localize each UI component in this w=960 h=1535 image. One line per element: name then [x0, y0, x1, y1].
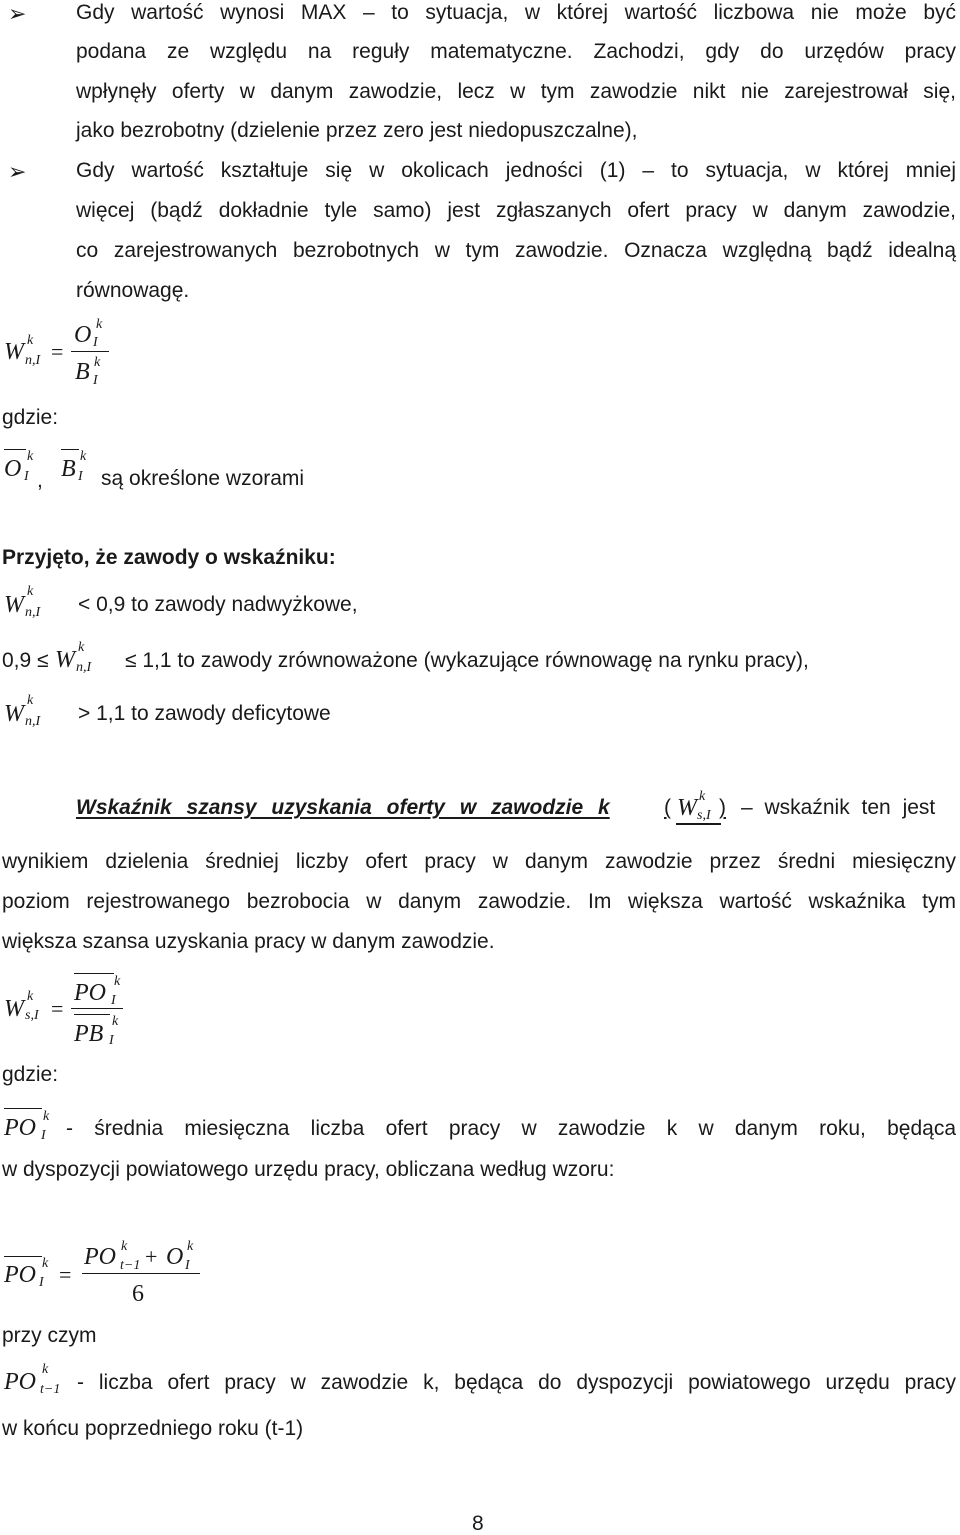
bullet-arrow-icon: ➢ — [8, 1, 27, 26]
bullet-1-line-2: podana ze względu na reguły matematyczne. Zachodzi, gdy do urzędów pracy — [76, 40, 956, 63]
gdzie-label: gdzie: — [2, 1063, 59, 1086]
bullet-2-line-4: równowagę. — [76, 279, 190, 302]
bullet-2-line-3: co zarejestrowanych bezrobotnych w tym zawodzie. Oznacza względną bądź idealną — [76, 239, 956, 262]
wskaznik-line-2: poziom rejestrowanego bezrobocia w danym zawodzie. Im większa wartość wskaźnika tym — [2, 890, 956, 913]
wskaznik-line-3: większa szansa uzyskania pracy w danym zawodzie. — [2, 930, 495, 953]
gdzie-label: gdzie: — [2, 406, 59, 429]
bullet-arrow-icon: ➢ — [8, 159, 27, 184]
wskaznik-line-1: wynikiem dzielenia średniej liczby ofert pracy w danym zawodzie przez średni miesięczny — [2, 850, 956, 873]
przyjeto-heading: Przyjęto, że zawody o wskaźniku: — [2, 546, 336, 569]
bullet-1-line-3: wpłynęły oferty w danym zawodzie, lecz w tym zawodzie nikt nie zarejestrował się, — [76, 80, 956, 103]
przy-czym-label: przy czym — [2, 1324, 97, 1347]
page-number: 8 — [472, 1512, 484, 1535]
bullet-2-line-1: Gdy wartość kształtuje się w okolicach jedności (1) – to sytuacja, w której mniej — [76, 159, 956, 182]
bullet-1-line-4: jako bezrobotny (dzielenie przez zero jest niedopuszczalne), — [76, 119, 638, 142]
bullet-2-line-2: więcej (bądź dokładnie tyle samo) jest zgłaszanych ofert pracy w danym zawodzie, — [76, 199, 956, 222]
bullet-1-line-1: Gdy wartość wynosi MAX – to sytuacja, w której wartość liczbowa nie może być — [76, 1, 956, 24]
